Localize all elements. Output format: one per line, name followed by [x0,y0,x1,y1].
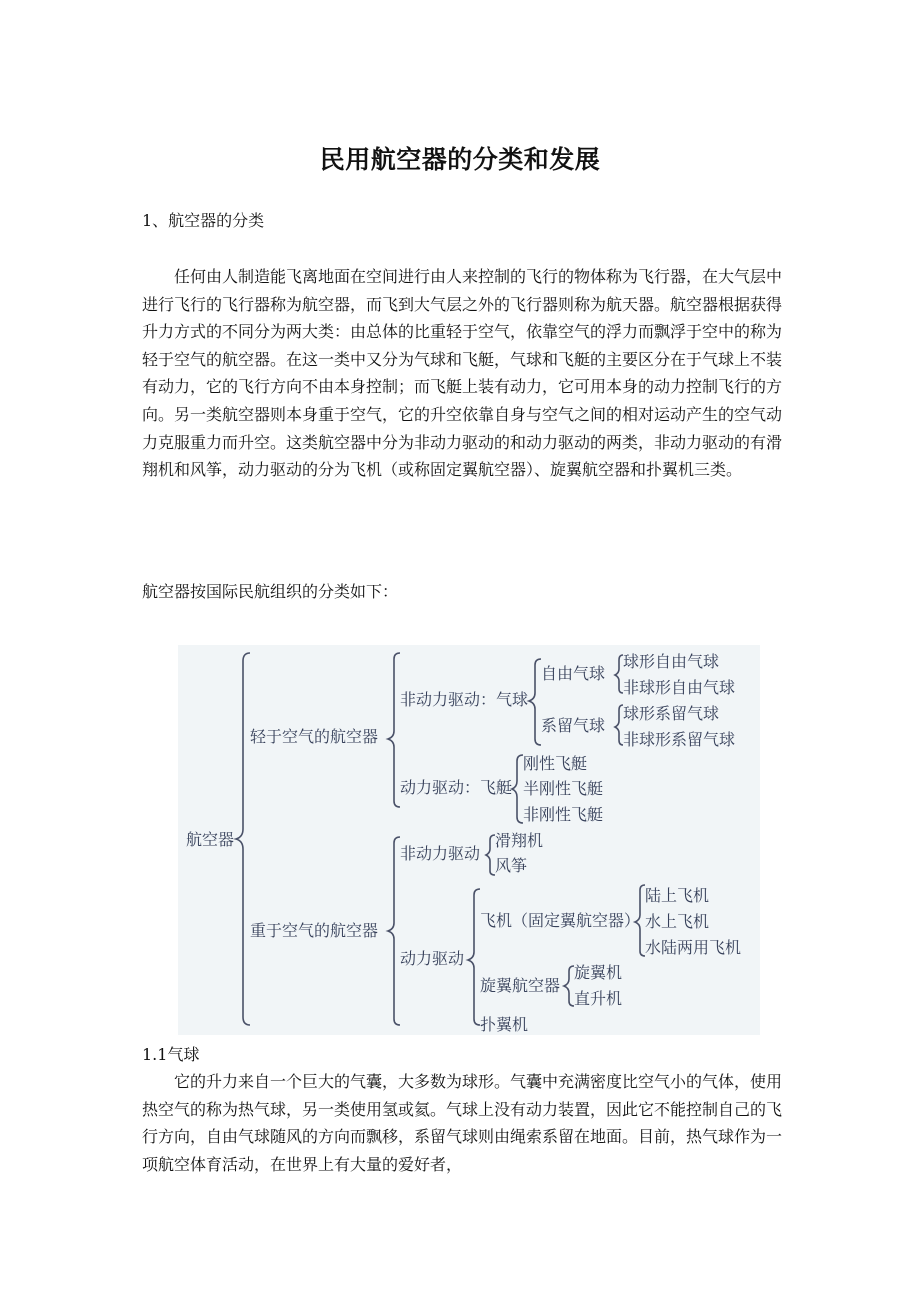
tree-node-semi-rigid-airship: 半刚性飞艇 [523,779,604,798]
section-heading-balloon: 1.1气球 [142,1045,200,1064]
tree-node-nonspherical-free-balloon: 非球形自由气球 [623,678,736,697]
tree-node-root: 航空器 [186,830,235,849]
tree-node-ornithopter: 扑翼机 [480,1015,529,1034]
section-heading-classification: 1、航空器的分类 [142,211,265,230]
tree-node-gyroplane: 旋翼机 [574,963,623,982]
tree-node-kite: 风筝 [495,856,528,875]
classification-paragraph: 任何由人制造能飞离地面在空间进行由人来控制的飞行的物体称为飞行器，在大气层中进行飞行的飞行器称为航空器，而飞到大气层之外的飞行器则称为航天器。航空器根据获得升力方式的不同分为两大类：由总体的比重轻于空气，依靠空气的浮力而飘浮于空中的称为轻于空气的航空器。在这一类中又分为气球和飞艇，气球和飞艇的主要区分在于气球上不装有动力，它的飞行方向不由本身控制；而飞艇上装有动力，它可用本身的动力控制飞行的方向。另一类航空器则本身重于空气，它的升空依靠自身与空气之间的相对运动产生的空气动力克服重力而升空。这类航空器中分为非动力驱动的和动力驱动的两类，非动力驱动的有滑翔机和风筝，动力驱动的分为飞机（或称固定翼航空器）、旋翼航空器和扑翼机三类。 [142,267,783,480]
classification-tree-diagram [178,645,760,1035]
tree-node-amphibian: 水陆两用飞机 [645,938,742,957]
tree-node-glider: 滑翔机 [495,831,544,850]
tree-node-heavier-nonpowered: 非动力驱动 [400,844,481,863]
tree-node-heavier-powered: 动力驱动 [400,949,465,968]
tree-node-land-plane: 陆上飞机 [645,886,710,905]
tree-node-nonspherical-tethered-balloon: 非球形系留气球 [623,730,736,749]
tree-node-rigid-airship: 刚性飞艇 [523,754,588,773]
tree-node-seaplane: 水上飞机 [645,912,710,931]
tree-node-non-rigid-airship: 非刚性飞艇 [523,805,604,824]
balloon-paragraph: 它的升力来自一个巨大的气囊，大多数为球形。气囊中充满密度比空气小的气体，使用热空气的称为热气球，另一类使用氢或氦。气球上没有动力装置，因此它不能控制自己的飞行方向，自由气球随风的方向而飘移，系留气球则由绳索系留在地面。目前，热气球作为一项航空体育活动，在世界上有大量的爱好者， [142,1072,783,1174]
tree-node-helicopter: 直升机 [574,989,623,1008]
tree-node-free-balloon: 自由气球 [541,664,606,683]
tree-node-lighter-powered-airship: 动力驱动：飞艇 [400,778,513,797]
tree-node-lighter-than-air: 轻于空气的航空器 [250,727,379,746]
tree-node-airplane: 飞机（固定翼航空器） [480,911,641,930]
tree-node-lighter-nonpowered-balloon: 非动力驱动：气球 [400,690,529,709]
icao-intro-text: 航空器按国际民航组织的分类如下： [142,582,399,601]
tree-node-heavier-than-air: 重于空气的航空器 [250,921,379,940]
tree-node-tethered-balloon: 系留气球 [541,716,606,735]
tree-node-rotorcraft: 旋翼航空器 [480,976,561,995]
tree-node-spherical-tethered-balloon: 球形系留气球 [623,704,720,723]
tree-node-spherical-free-balloon: 球形自由气球 [623,652,720,671]
page-title: 民用航空器的分类和发展 [319,145,601,174]
